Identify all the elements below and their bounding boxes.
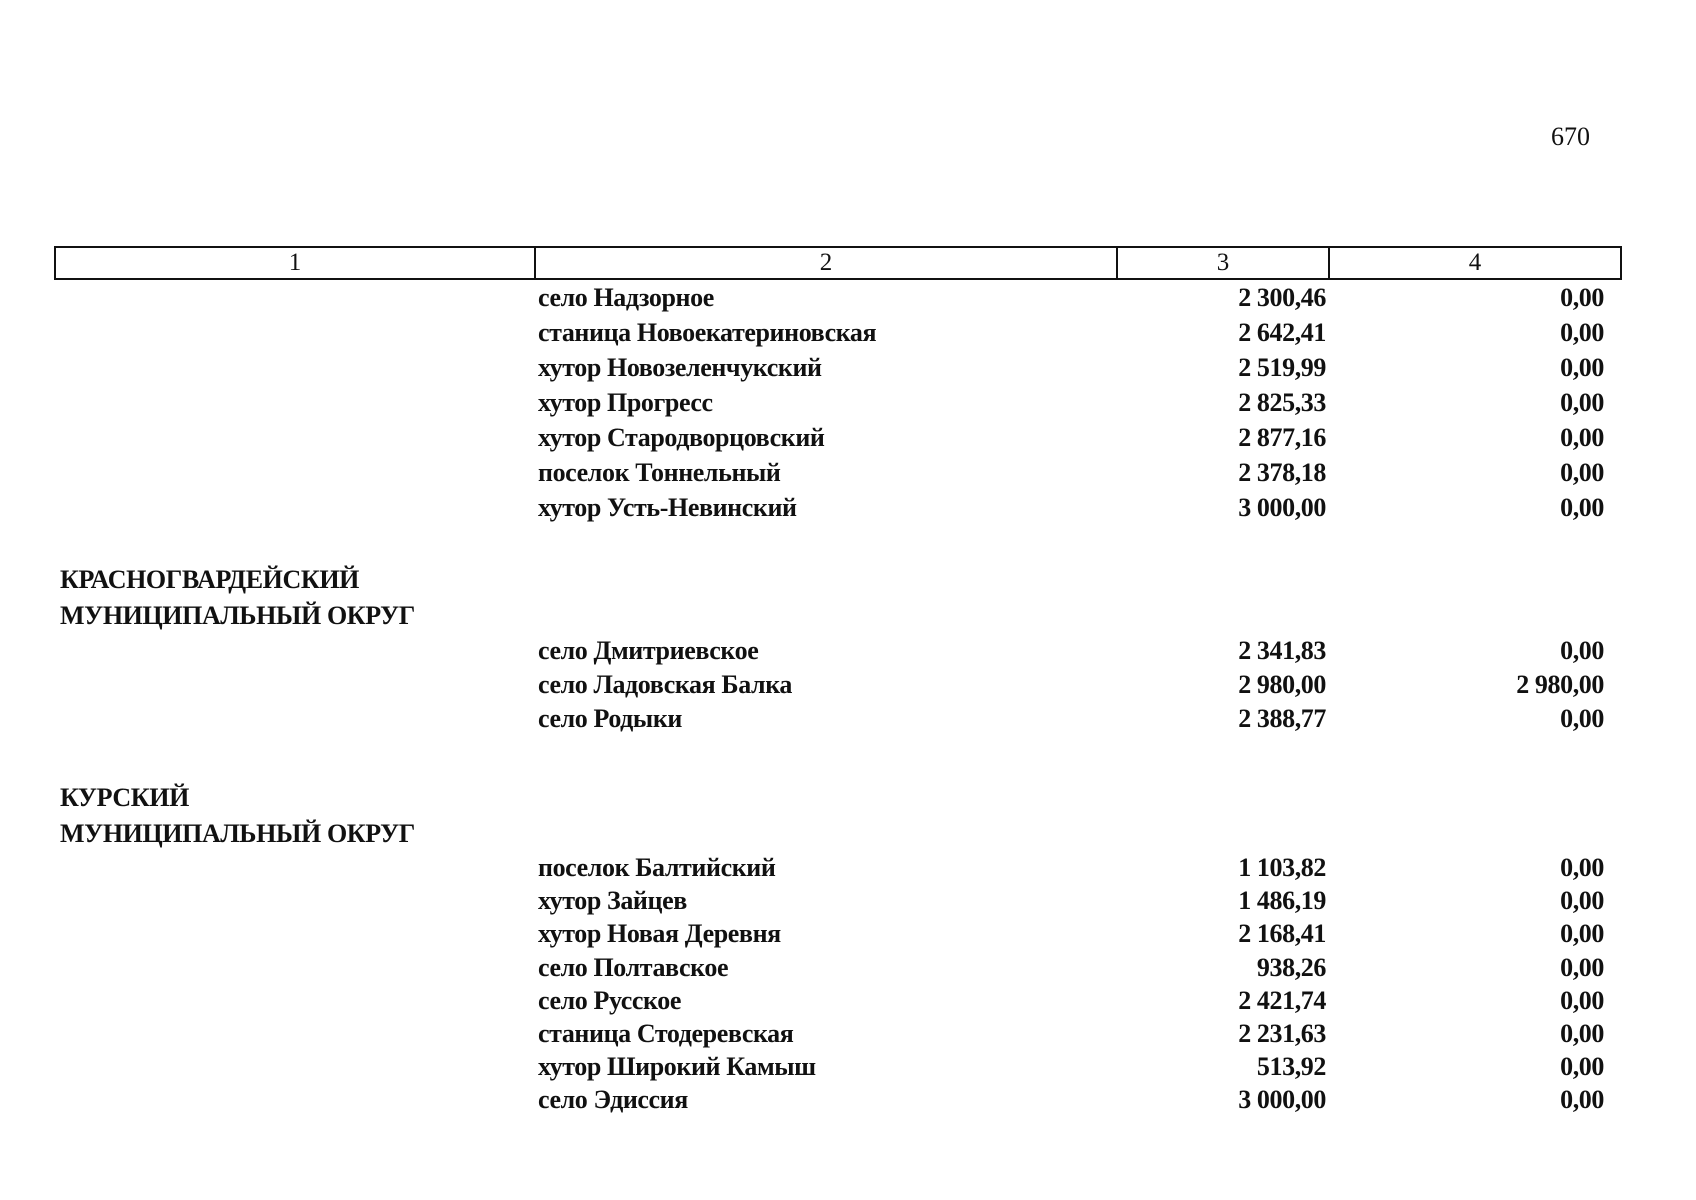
value-col-4: 0,00 bbox=[1560, 388, 1604, 417]
value-col-4: 0,00 bbox=[1560, 704, 1604, 733]
district-heading-line: КРАСНОГВАРДЕЙСКИЙ bbox=[60, 565, 359, 594]
settlement-name: хутор Усть-Невинский bbox=[538, 493, 797, 522]
table-row bbox=[0, 353, 1696, 387]
settlement-name: село Надзорное bbox=[538, 283, 714, 312]
table-header-row bbox=[54, 246, 1622, 280]
value-col-3: 2 168,41 bbox=[1238, 919, 1326, 948]
value-col-3: 513,92 bbox=[1256, 1052, 1326, 1081]
table-row bbox=[0, 953, 1696, 987]
value-col-4: 0,00 bbox=[1560, 1085, 1604, 1114]
table-row bbox=[0, 283, 1696, 317]
value-col-3: 2 388,77 bbox=[1238, 704, 1326, 733]
settlement-name: хутор Стародворцовский bbox=[538, 423, 825, 452]
value-col-4: 0,00 bbox=[1560, 423, 1604, 452]
settlement-name: село Родыки bbox=[538, 704, 682, 733]
table-row bbox=[0, 853, 1696, 887]
value-col-4: 0,00 bbox=[1560, 853, 1604, 882]
value-col-3: 2 877,16 bbox=[1238, 423, 1326, 452]
settlement-name: село Ладовская Балка bbox=[538, 670, 793, 699]
value-col-4: 0,00 bbox=[1560, 283, 1604, 312]
value-col-4: 0,00 bbox=[1560, 919, 1604, 948]
table-row bbox=[0, 1019, 1696, 1053]
district-heading bbox=[60, 780, 415, 852]
value-col-4: 0,00 bbox=[1560, 986, 1604, 1015]
settlement-name: село Дмитриевское bbox=[538, 636, 759, 665]
table-row bbox=[0, 636, 1696, 670]
table-row bbox=[0, 458, 1696, 492]
header-col-1: 1 bbox=[56, 248, 536, 278]
table-row bbox=[0, 388, 1696, 422]
table-row bbox=[0, 1052, 1696, 1086]
value-col-3: 2 341,83 bbox=[1238, 636, 1326, 665]
settlement-name: хутор Широкий Камыш bbox=[538, 1052, 816, 1081]
value-col-3: 2 378,18 bbox=[1238, 458, 1326, 487]
value-col-4: 2 980,00 bbox=[1516, 670, 1604, 699]
table-row bbox=[0, 704, 1696, 738]
table-row bbox=[0, 318, 1696, 352]
value-col-3: 3 000,00 bbox=[1238, 1085, 1326, 1114]
value-col-3: 1 486,19 bbox=[1238, 886, 1326, 915]
value-col-3: 2 231,63 bbox=[1238, 1019, 1326, 1048]
district-heading-line: МУНИЦИПАЛЬНЫЙ ОКРУГ bbox=[60, 819, 415, 848]
table-row bbox=[0, 919, 1696, 953]
settlement-name: станица Стодеревская bbox=[538, 1019, 794, 1048]
page-number: 670 bbox=[1551, 122, 1590, 151]
value-col-4: 0,00 bbox=[1560, 1019, 1604, 1048]
value-col-4: 0,00 bbox=[1560, 636, 1604, 665]
settlement-name: хутор Новозеленчукский bbox=[538, 353, 822, 382]
value-col-3: 2 642,41 bbox=[1238, 318, 1326, 347]
settlement-name: хутор Прогресс bbox=[538, 388, 713, 417]
settlement-name: поселок Тоннельный bbox=[538, 458, 781, 487]
value-col-3: 1 103,82 bbox=[1238, 853, 1326, 882]
value-col-4: 0,00 bbox=[1560, 318, 1604, 347]
table-row bbox=[0, 886, 1696, 920]
table-row bbox=[0, 1085, 1696, 1119]
header-col-2: 2 bbox=[536, 248, 1118, 278]
table-row bbox=[0, 493, 1696, 527]
settlement-name: хутор Новая Деревня bbox=[538, 919, 781, 948]
district-heading-line: КУРСКИЙ bbox=[60, 783, 189, 812]
value-col-4: 0,00 bbox=[1560, 953, 1604, 982]
header-col-4: 4 bbox=[1468, 249, 1482, 276]
settlement-name: станица Новоекатериновская bbox=[538, 318, 877, 347]
value-col-4: 0,00 bbox=[1560, 886, 1604, 915]
settlement-name: хутор Зайцев bbox=[538, 886, 687, 915]
value-col-4: 0,00 bbox=[1560, 458, 1604, 487]
value-col-3: 2 421,74 bbox=[1238, 986, 1326, 1015]
district-heading bbox=[60, 562, 415, 634]
value-col-3: 2 825,33 bbox=[1238, 388, 1326, 417]
district-heading-line: МУНИЦИПАЛЬНЫЙ ОКРУГ bbox=[60, 601, 415, 630]
value-col-4: 0,00 bbox=[1560, 1052, 1604, 1081]
value-col-3: 2 519,99 bbox=[1238, 353, 1326, 382]
table-row bbox=[0, 423, 1696, 457]
table-row bbox=[0, 670, 1696, 704]
header-col-3: 3 bbox=[1118, 248, 1330, 278]
value-col-3: 938,26 bbox=[1256, 953, 1326, 982]
settlement-name: поселок Балтийский bbox=[538, 853, 776, 882]
settlement-name: село Эдиссия bbox=[538, 1085, 688, 1114]
value-col-3: 2 980,00 bbox=[1238, 670, 1326, 699]
value-col-3: 3 000,00 bbox=[1238, 493, 1326, 522]
settlement-name: село Русское bbox=[538, 986, 682, 1015]
value-col-3: 2 300,46 bbox=[1238, 283, 1326, 312]
value-col-4: 0,00 bbox=[1560, 493, 1604, 522]
value-col-4: 0,00 bbox=[1560, 353, 1604, 382]
table-row bbox=[0, 986, 1696, 1020]
settlement-name: село Полтавское bbox=[538, 953, 729, 982]
